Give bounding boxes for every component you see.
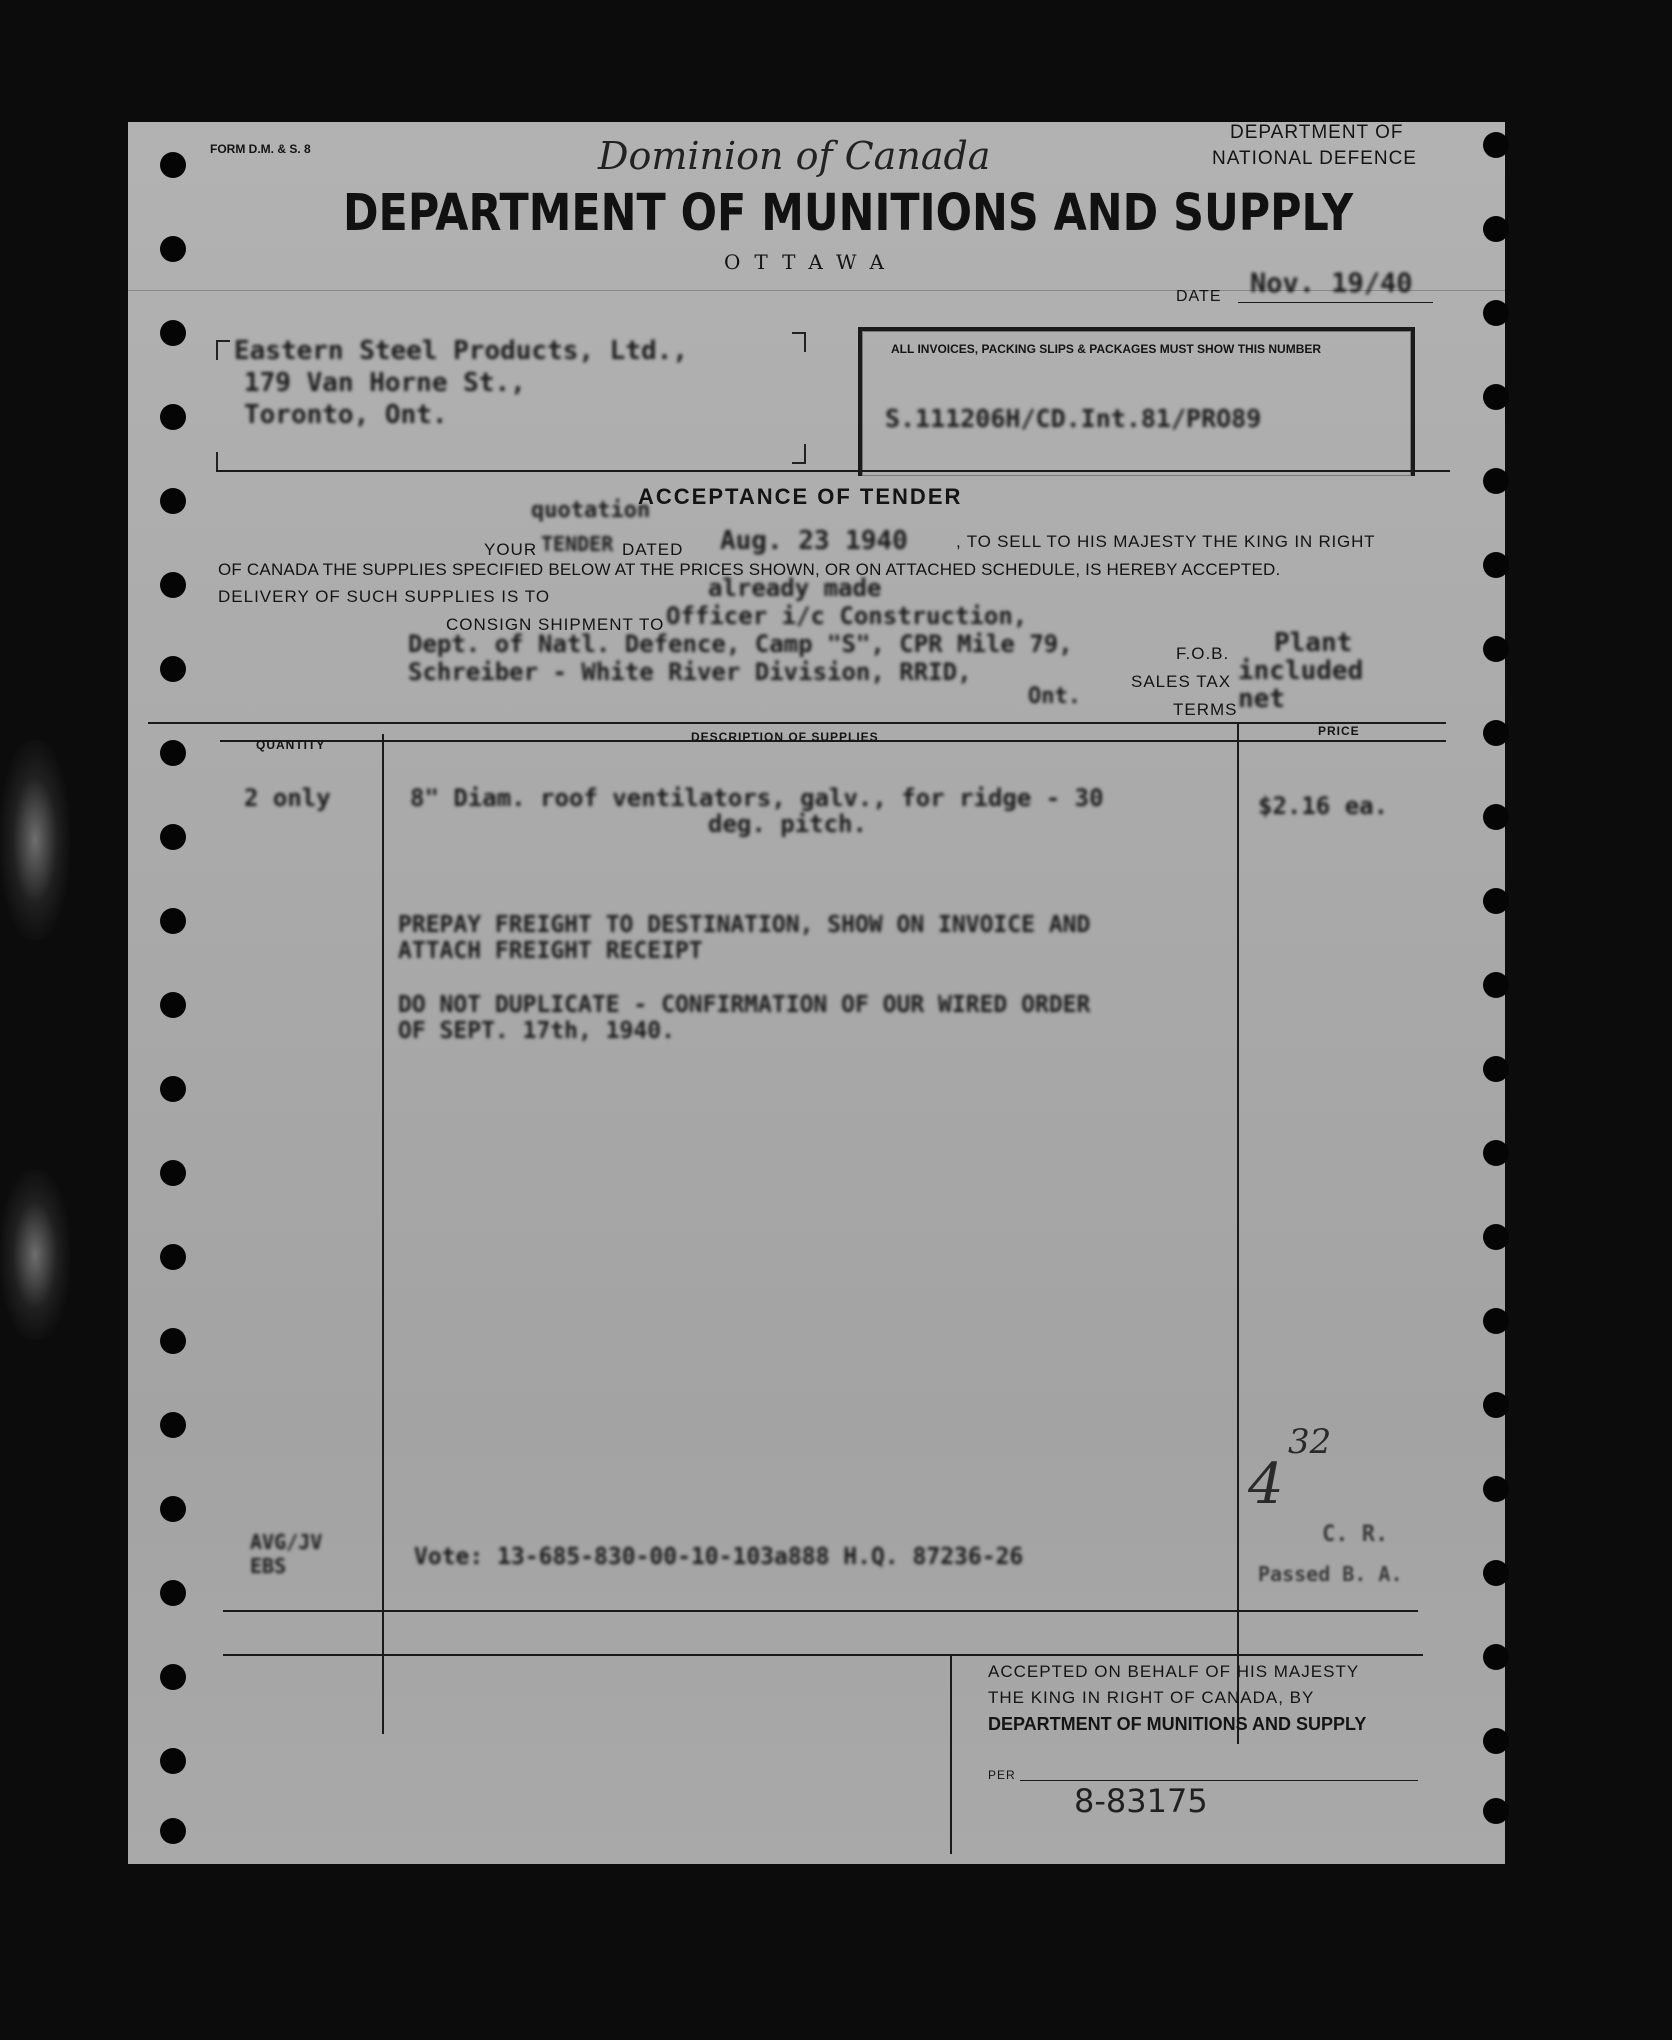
accepted-line1: ACCEPTED ON BEHALF OF HIS MAJESTY bbox=[988, 1662, 1360, 1681]
dept-national-defence-line2: NATIONAL DEFENCE bbox=[1212, 148, 1417, 169]
order-number-value: S.111206H/CD.Int.81/PRO89 bbox=[885, 404, 1262, 433]
sprocket-hole bbox=[1483, 132, 1509, 158]
sprocket-hole bbox=[160, 1412, 186, 1438]
your-label: YOUR bbox=[484, 540, 538, 559]
dept-national-defence-line1: DEPARTMENT OF bbox=[1230, 122, 1404, 143]
form-number: FORM D.M. & S. 8 bbox=[210, 142, 311, 156]
film-glare bbox=[0, 1170, 70, 1340]
dated-label: DATED bbox=[622, 540, 684, 559]
sprocket-hole bbox=[1483, 1644, 1509, 1670]
section-rule bbox=[216, 470, 1450, 472]
struck-word-tender: TENDER bbox=[541, 532, 614, 556]
sales-tax-label: SALES TAX bbox=[1131, 672, 1232, 691]
supplier-city: Toronto, Ont. bbox=[244, 400, 448, 430]
department-title: DEPARTMENT OF MUNITIONS AND SUPPLY bbox=[343, 184, 1354, 243]
sprocket-hole bbox=[160, 488, 186, 514]
sprocket-hole bbox=[160, 908, 186, 934]
sprocket-hole bbox=[160, 1328, 186, 1354]
sell-text: , TO SELL TO HIS MAJESTY THE KING IN RIGHT bbox=[956, 532, 1376, 551]
date-label: DATE bbox=[1176, 288, 1222, 305]
sprocket-hole bbox=[1483, 384, 1509, 410]
acceptance-line2: OF CANADA THE SUPPLIES SPECIFIED BELOW AT THE PRICES SHOWN, OR ON ATTACHED SCHEDULE, IS HEREBY ACCEPTED. bbox=[218, 560, 1281, 579]
table-bottom-rule bbox=[223, 1610, 1418, 1612]
sprocket-hole bbox=[1483, 552, 1509, 578]
freight-note-line1: PREPAY FREIGHT TO DESTINATION, SHOW ON INVOICE AND bbox=[398, 912, 1091, 938]
terms-label: TERMS bbox=[1173, 700, 1238, 719]
fob-label: F.O.B. bbox=[1176, 644, 1230, 663]
sprocket-hole bbox=[1483, 1308, 1509, 1334]
sprocket-hole bbox=[160, 320, 186, 346]
duplicate-note-line1: DO NOT DUPLICATE - CONFIRMATION OF OUR WIRED ORDER bbox=[398, 992, 1091, 1018]
sprocket-hole bbox=[1483, 972, 1509, 998]
address-bracket-tl bbox=[216, 340, 230, 360]
sprocket-hole bbox=[160, 1496, 186, 1522]
sprocket-hole bbox=[1483, 804, 1509, 830]
delivery-value: already made bbox=[708, 574, 882, 602]
sprocket-hole bbox=[160, 572, 186, 598]
date-underline bbox=[1238, 302, 1433, 303]
quantity-header: QUANTITY bbox=[256, 738, 326, 752]
sprocket-hole bbox=[160, 152, 186, 178]
item-description-line2: deg. pitch. bbox=[708, 810, 867, 838]
sprocket-hole bbox=[160, 824, 186, 850]
price-header: PRICE bbox=[1318, 724, 1360, 738]
sprocket-hole bbox=[1483, 1728, 1509, 1754]
delivery-label: DELIVERY OF SUCH SUPPLIES IS TO bbox=[218, 587, 551, 606]
film-glare bbox=[0, 740, 70, 940]
consign-line1: Officer i/c Construction, bbox=[666, 602, 1028, 630]
item-price: $2.16 ea. bbox=[1258, 792, 1389, 820]
sprocket-hole bbox=[1483, 1140, 1509, 1166]
item-description-line1: 8" Diam. roof ventilators, galv., for ridge - 30 bbox=[410, 784, 1104, 812]
city-ottawa: OTTAWA bbox=[724, 250, 898, 274]
dominion-heading: Dominion of Canada bbox=[598, 134, 991, 178]
sprocket-hole bbox=[160, 1664, 186, 1690]
accepted-line2: THE KING IN RIGHT OF CANADA, BY bbox=[988, 1688, 1315, 1707]
handwritten-number: 4 bbox=[1248, 1452, 1284, 1517]
consign-line2: Dept. of Natl. Defence, Camp "S", CPR Mile 79, bbox=[408, 630, 1073, 658]
supplier-street: 179 Van Horne St., bbox=[244, 368, 526, 398]
price-column-divider bbox=[1237, 724, 1239, 1744]
table-top-rule bbox=[148, 722, 1446, 724]
handwritten-superscript: 32 bbox=[1288, 1422, 1332, 1462]
footer-divider bbox=[950, 1654, 952, 1854]
consign-label: CONSIGN SHIPMENT TO bbox=[446, 615, 665, 634]
sprocket-hole bbox=[160, 656, 186, 682]
sprocket-hole bbox=[1483, 720, 1509, 746]
sprocket-hole bbox=[160, 1076, 186, 1102]
quantity-column-divider bbox=[382, 734, 384, 1734]
sales-tax-value: included bbox=[1238, 656, 1364, 686]
sprocket-hole bbox=[160, 236, 186, 262]
tender-document bbox=[128, 122, 1505, 1864]
sprocket-hole bbox=[160, 1160, 186, 1186]
order-number-label: ALL INVOICES, PACKING SLIPS & PACKAGES MUST SHOW THIS NUMBER bbox=[891, 342, 1322, 356]
sprocket-hole bbox=[160, 1748, 186, 1774]
sprocket-hole bbox=[1483, 1224, 1509, 1250]
sprocket-hole bbox=[1483, 468, 1509, 494]
sprocket-hole bbox=[160, 404, 186, 430]
fob-value: Plant bbox=[1274, 628, 1353, 658]
serial-number: 8-83175 bbox=[1074, 1782, 1208, 1820]
signature-line bbox=[1020, 1780, 1418, 1781]
sprocket-hole bbox=[1483, 300, 1509, 326]
sprocket-hole bbox=[160, 740, 186, 766]
inserted-word-quotation: quotation bbox=[531, 498, 651, 523]
terms-value: net bbox=[1238, 684, 1285, 714]
freight-note-line2: ATTACH FREIGHT RECEIPT bbox=[398, 938, 703, 964]
per-label: PER bbox=[988, 1768, 1016, 1782]
initials-line2: EBS bbox=[250, 1554, 287, 1578]
quotation-date: Aug. 23 1940 bbox=[720, 526, 908, 556]
vote-line: Vote: 13-685-830-00-10-103a888 H.Q. 87236-26 bbox=[414, 1544, 1024, 1570]
stamp-passed: Passed B. A. bbox=[1258, 1562, 1403, 1586]
initials-line1: AVG/JV bbox=[250, 1530, 323, 1554]
sprocket-hole bbox=[160, 1818, 186, 1844]
acceptance-title: ACCEPTANCE OF TENDER bbox=[638, 484, 963, 509]
stamp-cr: C. R. bbox=[1322, 1522, 1389, 1547]
supplier-name: Eastern Steel Products, Ltd., bbox=[234, 336, 688, 366]
address-bracket-br bbox=[792, 444, 806, 464]
accepted-line3: DEPARTMENT OF MUNITIONS AND SUPPLY bbox=[988, 1714, 1367, 1734]
footer-top-rule bbox=[223, 1654, 1423, 1656]
consign-line4: Ont. bbox=[1028, 684, 1081, 709]
sprocket-hole bbox=[1483, 1392, 1509, 1418]
sprocket-hole bbox=[1483, 1560, 1509, 1586]
item-quantity: 2 only bbox=[244, 784, 331, 812]
sprocket-hole bbox=[160, 1580, 186, 1606]
description-header: DESCRIPTION OF SUPPLIES bbox=[691, 730, 879, 744]
consign-line3: Schreiber - White River Division, RRID, bbox=[408, 658, 972, 686]
sprocket-hole bbox=[1483, 888, 1509, 914]
address-bracket-tr bbox=[792, 332, 806, 352]
date-value: Nov. 19/40 bbox=[1250, 268, 1413, 299]
sprocket-hole bbox=[1483, 1798, 1509, 1824]
address-bracket-bl bbox=[216, 452, 230, 472]
duplicate-note-line2: OF SEPT. 17th, 1940. bbox=[398, 1018, 675, 1044]
sprocket-hole bbox=[160, 1244, 186, 1270]
sprocket-hole bbox=[1483, 636, 1509, 662]
sprocket-hole bbox=[1483, 1476, 1509, 1502]
sprocket-hole bbox=[1483, 1056, 1509, 1082]
sprocket-hole bbox=[160, 992, 186, 1018]
sprocket-hole bbox=[1483, 216, 1509, 242]
